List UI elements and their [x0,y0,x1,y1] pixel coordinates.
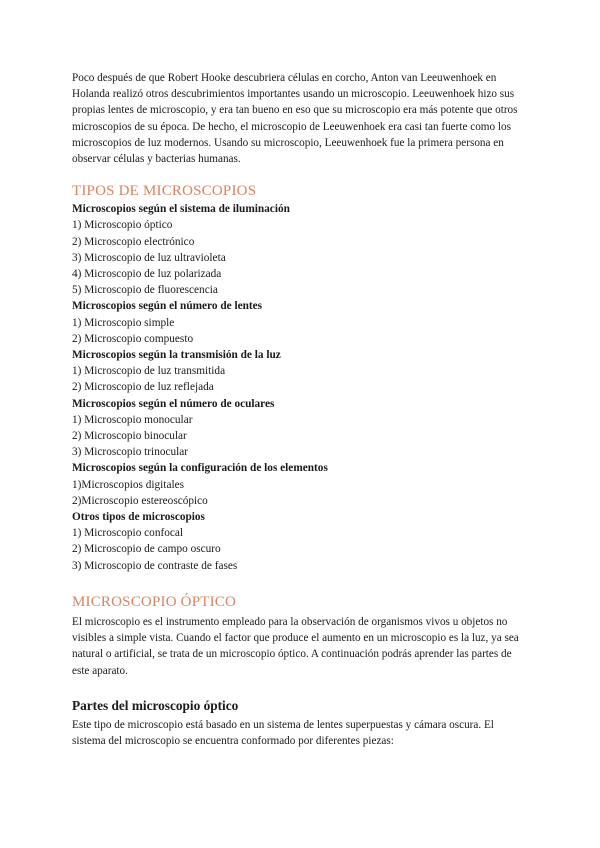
intro-paragraph: Poco después de que Robert Hooke descubriera células en corcho, Anton van Leeuwenhoek en Holanda realizó otros descubrimientos importantes usando un microscopio. Leeuwenhoek hizo sus propias lentes de microscopio, y era tan bueno en eso que su microscopio era más potente que otros microscopios de su época. De hecho, el microscopio de Leeuwenhoek era casi tan fuerte como los microscopios de luz modernos. Usando su microscopio, Leeuwenhoek fue la primera persona en observar células y bacterias humanas. [72,72,518,166]
list-item: 3) Microscopio trinocular [72,446,189,459]
list-item: 2)Microscopio estereoscópico [72,494,208,507]
microscope-types-list [72,201,528,574]
section-title-tipos: TIPOS DE MICROSCOPIOS [72,183,257,200]
type-group [72,460,528,509]
type-group [72,347,528,396]
list-item: 2) Microscopio electrónico [72,235,195,248]
list-item: 1) Microscopio simple [72,316,175,329]
group-heading: Microscopios según el número de oculares [72,397,275,410]
section-title-optico: MICROSCOPIO ÓPTICO [72,593,237,610]
list-item: 2) Microscopio de luz reflejada [72,381,214,394]
group-heading: Microscopios según el sistema de iluminación [72,203,290,216]
list-item: 2) Microscopio compuesto [72,332,194,345]
list-item: 3) Microscopio de contraste de fases [72,559,238,572]
partes-paragraph: Este tipo de microscopio está basado en un sistema de lentes superpuestas y cámara oscura. El sistema del microscopio se encuentra conformado por diferentes piezas: [72,718,494,747]
list-item: 5) Microscopio de fluorescencia [72,284,218,297]
list-item: 4) Microscopio de luz polarizada [72,268,222,281]
list-item: 3) Microscopio de luz ultravioleta [72,251,226,264]
list-item: 2) Microscopio binocular [72,430,187,443]
list-item: 1)Microscopios digitales [72,478,185,491]
list-item: 1) Microscopio de luz transmitida [72,365,226,378]
list-item: 1) Microscopio confocal [72,527,184,540]
group-heading: Microscopios según la configuración de los elementos [72,462,328,475]
group-heading: Microscopios según la transmisión de la luz [72,349,281,362]
list-item: 1) Microscopio monocular [72,413,193,426]
list-item: 1) Microscopio óptico [72,219,173,232]
group-heading: Otros tipos de microscopios [72,511,205,524]
subheading-partes: Partes del microscopio óptico [72,697,239,713]
optico-paragraph: El microscopio es el instrumento empleado para la observación de organismos vivos u objetos no visibles a simple vista. Cuando el factor que produce el aumento en un microscopio es la luz, ya sea natural o artificial, se trata de un microscopio óptico. A continuación podrás aprender las partes de este aparato. [72,615,519,677]
type-group [72,298,528,347]
type-group [72,201,528,298]
type-group [72,396,528,461]
list-item: 2) Microscopio de campo oscuro [72,543,221,556]
type-group [72,509,528,574]
group-heading: Microscopios según el número de lentes [72,300,263,313]
